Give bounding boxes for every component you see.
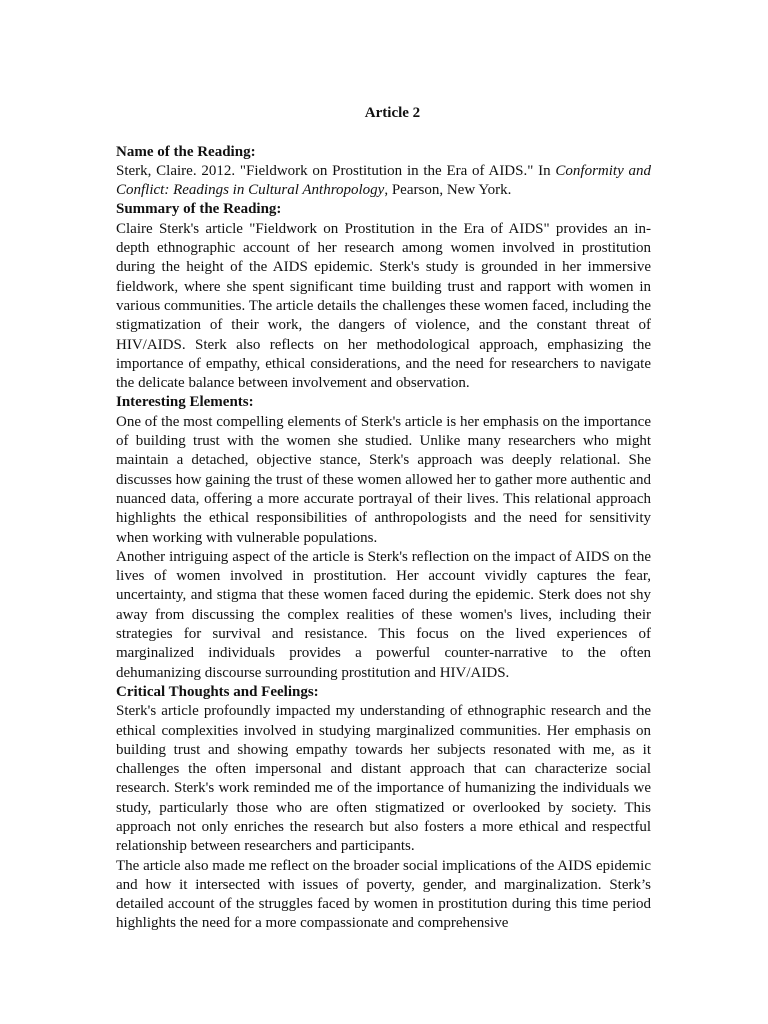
critical-paragraph: Sterk's article profoundly impacted my understanding of ethnographic research and the ethical complexities involved in studying marginalized communities. Her emphasis on building trust and showing empathy towards her subjects resonated with me, as it challenges the often impersonal and distant approach that can characterize social research. Sterk's work reminded me of the importance of humanizing the individuals we study, particularly those who are often stigmatized or overlooked by society. This approach not only enriches the research but also fosters a more ethical and respectful relationship between researchers and participants. (116, 703, 651, 855)
document-page (116, 104, 651, 934)
citation-prefix: Sterk, Claire. 2012. "Fieldwork on Prostitution in the Era of AIDS." In (116, 162, 556, 179)
reading-name-heading: Name of the Reading: (116, 143, 256, 160)
interesting-paragraph: One of the most compelling elements of Sterk's article is her emphasis on the importance of building trust with the women she studied. Unlike many researchers who might maintain a detached, objective stance, Sterk's approach was deeply relational. She discusses how gaining the trust of these women allowed her to gather more authentic and nuanced data, offering a more accurate portrayal of their lives. This relational approach highlights the ethical responsibilities of anthropologists and the need for sensitivity when working with vulnerable populations. (116, 413, 651, 546)
reading-citation (116, 162, 651, 201)
critical-paragraph: The article also made me reflect on the broader social implications of the AIDS epidemic and how it intersected with issues of poverty, gender, and marginalization. Sterk’s detailed account of the struggles faced by women in prostitution during this time period highlights the need for a more compassionate and comprehensive (116, 857, 651, 932)
citation-book-title: Conformity and Conflict: Readings in Cultural Anthropology (116, 162, 651, 199)
document-title: Article 2 (364, 105, 421, 121)
summary-paragraph: Claire Sterk's article "Fieldwork on Prostitution in the Era of AIDS" provides an in-depth ethnographic account of her research among women involved in prostitution during the height of the AIDS epidemic. Sterk's study is grounded in her immersive fieldwork, where she spent significant time building trust and rapport with women in various communities. The article details the challenges these women faced, including the stigmatization of their work, the dangers of violence, and the constant threat of HIV/AIDS. Sterk also reflects on her methodological approach, emphasizing the importance of empathy, ethical considerations, and the need for researchers to navigate the delicate balance between involvement and observation. (116, 220, 651, 392)
interesting-elements-heading: Interesting Elements: (116, 394, 254, 411)
summary-heading: Summary of the Reading: (116, 201, 282, 218)
citation-suffix: , Pearson, New York. (384, 182, 512, 199)
interesting-paragraph: Another intriguing aspect of the article is Sterk's reflection on the impact of AIDS on the lives of women involved in prostitution. Her account vividly captures the fear, uncertainty, and stigma that these women faced during the epidemic. Sterk does not shy away from discussing the complex realities of these women's lives, including their strategies for survival and resistance. This focus on the lived experiences of marginalized individuals provides a powerful counter-narrative to the often dehumanizing discourse surrounding prostitution and HIV/AIDS. (116, 548, 651, 681)
critical-thoughts-heading: Critical Thoughts and Feelings: (116, 683, 319, 700)
